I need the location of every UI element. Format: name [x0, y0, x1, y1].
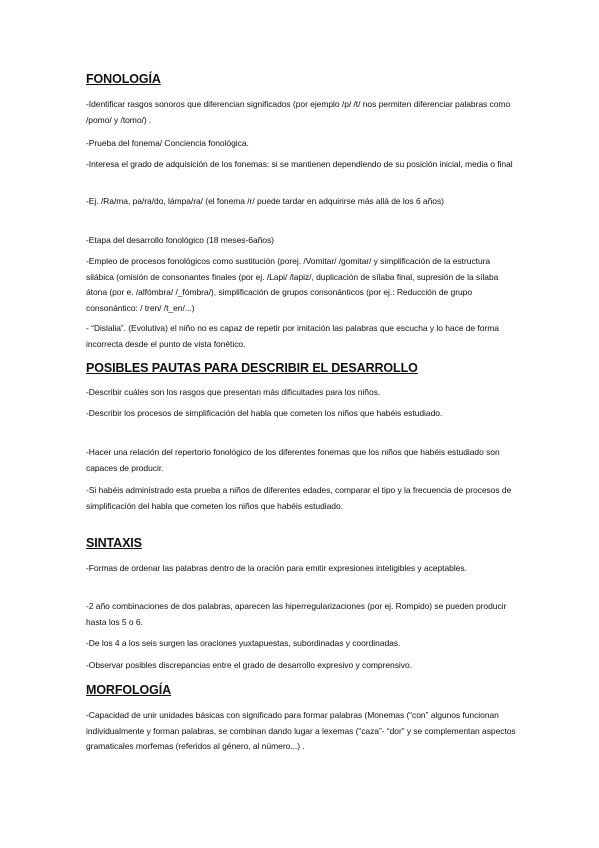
paragraph: -Identificar rasgos sonoros que diferencian significados (por ejemplo /p/ /t/ nos permiten diferenciar palabras como /pomo/ y /tomo/) .	[86, 99, 511, 125]
paragraph: -Etapa del desarrollo fonológico (18 meses-6años)	[86, 235, 274, 245]
paragraph: -Capacidad de unir unidades básicas con significado para formar palabras (Monemas (“con” algunos funcionan individualmente y forman palabras, se combinan dando lugar a lexemas (“caza”- “dor” y se complementan aspectos gramaticales morfemas (referidos al género, al número...) .	[86, 710, 516, 752]
section-heading-sintaxis: SINTAXIS	[86, 536, 142, 550]
paragraph: - “Dislalia”. (Evolutiva) el niño no es capaz de repetir por imitación las palabras que escucha y lo hace de forma incorrecta desde el punto de vista fonético.	[86, 323, 499, 349]
paragraph: -Hacer una relación del repertorio fonológico de los diferentes fonemas que los niños que habéis estudiado son capaces de producir.	[86, 447, 500, 473]
paragraph: -Describir cuáles son los rasgos que presentan más dificultades para los niños.	[86, 387, 381, 397]
paragraph: -Ej. /Ra/ma, pa/ra/do, lámpa/ra/ (el fonema /r/ puede tardar en adquirirse más allá de los 6 años)	[86, 196, 444, 206]
paragraph: -Prueba del fonema/ Conciencia fonológica.	[86, 138, 249, 148]
paragraph: -2 año combinaciones de dos palabras, aparecen las hiperregularizaciones (por ej. Rompido) se pueden producir hasta los 5 o 6.	[86, 601, 507, 627]
paragraph: -Observar posibles discrepancias entre el grado de desarrollo expresivo y comprensivo.	[86, 660, 412, 670]
paragraph: -Empleo de procesos fonológicos como sustitución (porej. /Vomitar/ /gomitar/ y simplificación de la estructura silábica (omisión de consonantes finales (por ej. /Lapi/ /lapiz/, duplicación de sílaba final, supresión de la sílaba átona (por e. /alfómbra/ /_fómbra/), simplificación de grupos consonánticos (por ej.: Reducción de grupo consonántico: / tren/ /t_en/...)	[86, 256, 499, 313]
paragraph: -Si habéis administrado esta prueba a niños de diferentes edades, comparar el tipo y la frecuencia de procesos de simplificación del habla que cometen los niños que habéis estudiado.	[86, 485, 512, 511]
section-heading-pautas: POSIBLES PAUTAS PARA DESCRIBIR EL DESARROLLO	[86, 361, 418, 375]
paragraph: -De los 4 a los seis surgen las oraciones yuxtapuestas, subordinadas y coordinadas.	[86, 638, 401, 648]
section-heading-morfologia: MORFOLOGÍA	[86, 683, 172, 697]
paragraph: -Describir los procesos de simplificación del habla que cometen los niños que habéis estudiado.	[86, 408, 443, 418]
section-heading-fonologia: FONOLOGÍA	[86, 72, 161, 86]
paragraph: -Interesa el grado de adquisición de los fonemas: si se mantienen dependiendo de su posición inicial, media o final	[86, 159, 513, 169]
paragraph: -Formas de ordenar las palabras dentro de la oración para emitir expresiones inteligibles y aceptables.	[86, 563, 467, 573]
